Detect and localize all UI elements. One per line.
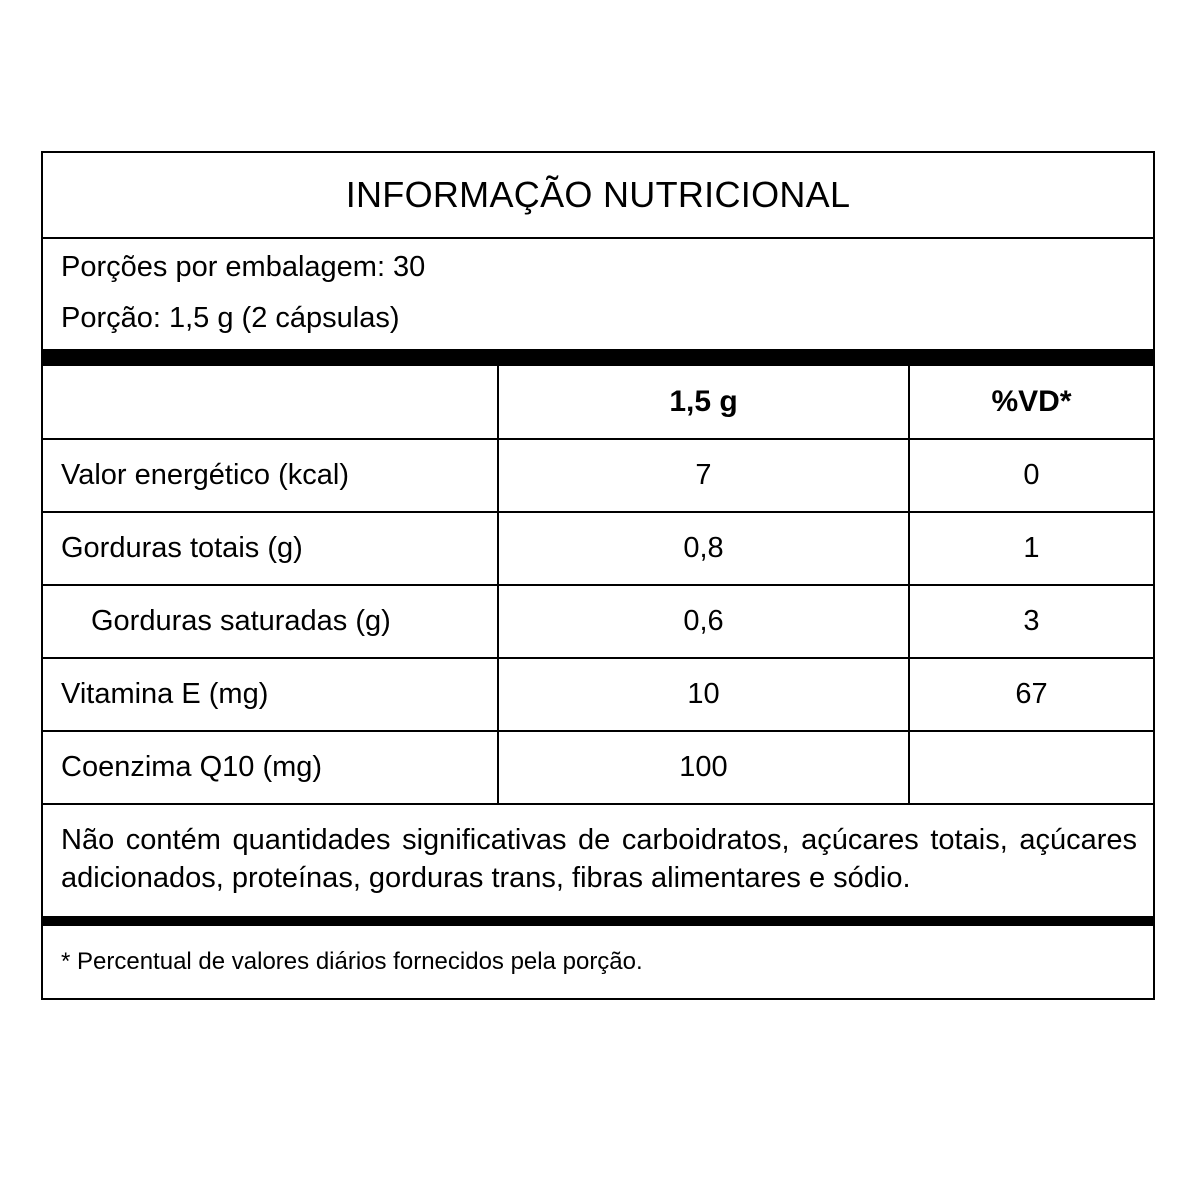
nutrient-amount: 0,8 [499,513,910,584]
nutrient-amount: 10 [499,659,910,730]
nutrient-name: Coenzima Q10 (mg) [43,732,499,803]
daily-value-footnote: * Percentual de valores diários fornecidos pela porção. [61,947,643,975]
table-row [43,730,1153,803]
table-row [43,584,1153,657]
nutrient-name: Gorduras totais (g) [43,513,499,584]
nutrient-name: Gorduras saturadas (g) [43,586,499,657]
nutrient-amount: 7 [499,440,910,511]
header-separator-rule [43,349,1153,366]
serving-size-text: Porção: 1,5 g (2 cápsulas) [61,302,400,334]
page-title: INFORMAÇÃO NUTRICIONAL [345,174,851,215]
nutrient-daily-value: 0 [1023,459,1040,491]
footnote-band [43,926,1153,998]
table-row [43,511,1153,584]
nutrient-name: Valor energético (kcal) [43,440,499,511]
table-title-band [43,153,1153,239]
table-row [43,438,1153,511]
disclaimer-text: Não contém quantidades significativas de carboidratos, açúcares totais, açúcares adicionados, proteínas, gorduras trans, fibras alimentares e sódio. [61,824,1137,895]
servings-per-package-text: Porções por embalagem: 30 [61,251,426,283]
column-header-row [43,366,1153,438]
nutrient-daily-value: 1 [1023,532,1040,564]
nutrient-amount: 100 [499,732,910,803]
footnote-separator-rule [43,916,1153,926]
nutrition-facts-table [41,151,1155,1000]
table-row [43,657,1153,730]
column-header-daily-value: %VD* [991,385,1072,418]
nutrient-daily-value: 67 [1015,678,1048,710]
serving-info-band [43,239,1153,349]
nutrient-name: Vitamina E (mg) [43,659,499,730]
nutrient-daily-value [910,732,1153,803]
nutrient-daily-value: 3 [1023,605,1040,637]
nutrient-amount: 0,6 [499,586,910,657]
column-header-amount: 1,5 g [499,366,910,438]
column-header-nutrient [43,366,499,438]
nutrient-grid [43,366,1153,803]
disclaimer-band [43,803,1153,916]
